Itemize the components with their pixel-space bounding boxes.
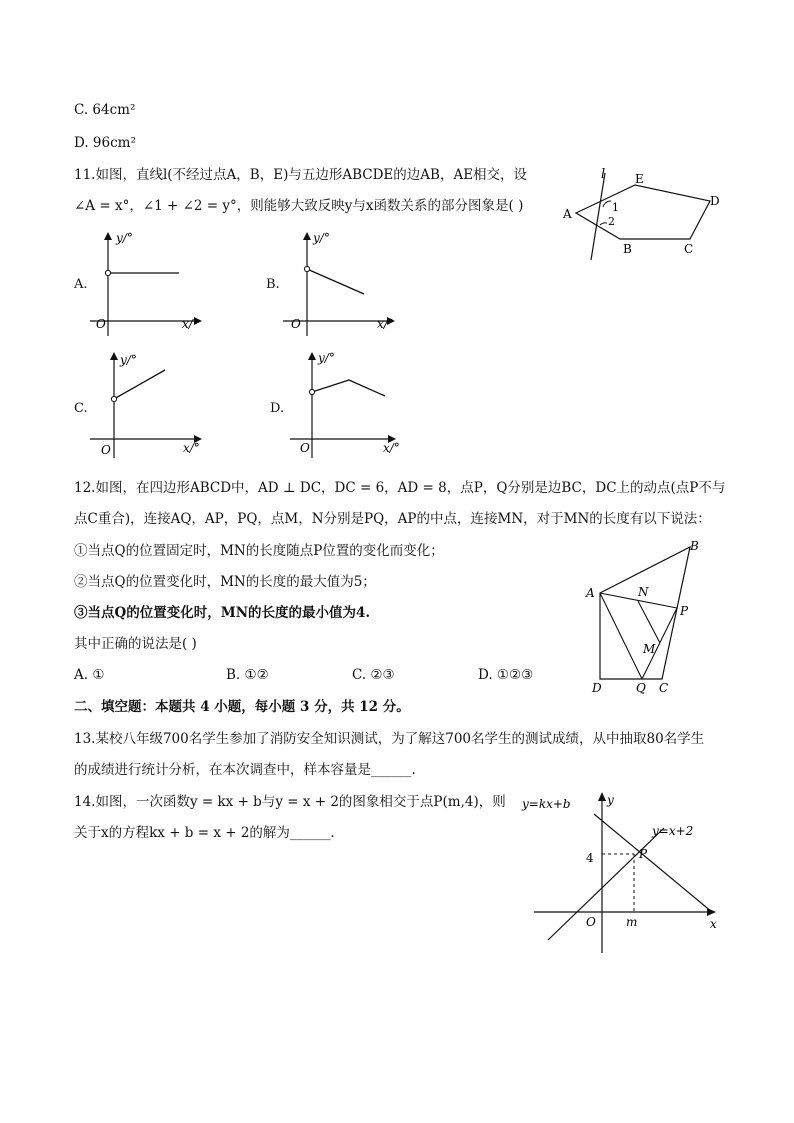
q10-option-c: C. 64cm² [74, 102, 136, 118]
q11-graph-c-origin: O [101, 443, 111, 457]
q14-fig-label-kx-b: y=kx+b [522, 797, 571, 811]
q14-coordinate-figure [518, 788, 726, 958]
q12-statement-2: ②当点Q的位置变化时，MN的长度的最大值为5； [74, 574, 376, 590]
q11-graph-c-y-label: y/° [120, 353, 137, 367]
q11-fig-label-2: 2 [608, 215, 615, 228]
q14-fig-label-x-plus-2: y=x+2 [652, 824, 694, 838]
q13-line1: 13.某校八年级700名学生参加了消防安全知识测试，为了解这700名学生的测试成绩，从中抽取80名学生 [74, 731, 705, 747]
q11-graph-a-origin: O [96, 317, 106, 331]
q11-fig-label-C: C [684, 242, 694, 256]
q11-fig-label-B: B [623, 242, 632, 256]
q14-fig-label-4: 4 [586, 851, 594, 865]
q14-line2: 关于x的方程kx + b = x + 2的解为______. [74, 825, 335, 841]
q11-stem-line2: ∠A = x°，∠1 + ∠2 = y°，则能够大致反映y与x函数关系的部分图象是( ) [74, 198, 524, 214]
q12-statement-3: ③当点Q的位置变化时，MN的长度的最小值为4. [74, 605, 371, 621]
q11-pentagon-figure [555, 165, 730, 265]
q11-fig-label-D: D [710, 194, 720, 208]
q12-statement-1: ①当点Q的位置固定时，MN的长度随点P位置的变化而变化； [74, 543, 444, 559]
q11-option-a-label: A. [74, 277, 88, 292]
q11-graph-b-x-label: x/° [377, 317, 394, 331]
q11-stem-line1: 11.如图，直线l(不经过点A，B，E)与五边形ABCDE的边AB，AE相交，设 [74, 167, 528, 183]
q11-fig-label-l: l [601, 167, 606, 182]
section-2-heading: 二、填空题：本题共 4 小题，每小题 3 分，共 12 分。 [74, 699, 410, 715]
q12-option-a: A. ① [74, 667, 105, 683]
q12-question: 其中正确的说法是( ) [74, 636, 197, 652]
q12-stem-line2: 点C重合)，连接AQ，AP，PQ，点M，N分别是PQ，AP的中点，连接MN，对于MN的长度有以下说法： [74, 511, 711, 527]
q13-line2: 的成绩进行统计分析，在本次调查中，样本容量是______. [74, 762, 416, 778]
q12-option-b: B. ①② [226, 667, 269, 683]
q12-quadrilateral-figure [580, 535, 710, 700]
q14-line1: 14.如图，一次函数y = kx + b与y = x + 2的图象相交于点P(m,4)，则 [74, 794, 506, 810]
q12-fig-label-Q: Q [636, 681, 646, 695]
q14-fig-label-y: y [607, 793, 614, 807]
q12-fig-label-C: C [659, 681, 669, 695]
q11-graph-c [90, 348, 215, 460]
q11-graph-b-y-label: y/° [313, 231, 330, 245]
q11-graph-c-x-label: x/° [183, 441, 200, 455]
q12-fig-label-M: M [643, 642, 656, 656]
q14-fig-label-m: m [626, 915, 638, 929]
q11-option-b-label: B. [266, 277, 280, 292]
q11-graph-d-origin: O [300, 441, 310, 455]
q11-option-c-label: C. [74, 401, 88, 416]
q12-fig-label-A: A [586, 586, 595, 600]
q11-graph-a-y-label: y/° [116, 231, 133, 245]
q14-fig-label-origin: O [586, 915, 596, 929]
q11-fig-label-E: E [635, 172, 644, 186]
q11-graph-b-origin: O [291, 317, 301, 331]
q12-option-d: D. ①②③ [478, 667, 534, 683]
q14-fig-label-P: P [639, 847, 648, 861]
q11-fig-label-1: 1 [612, 201, 619, 214]
q11-fig-label-A: A [563, 207, 572, 221]
q12-fig-label-D: D [592, 681, 602, 695]
q11-graph-d-y-label: y/° [318, 351, 335, 365]
q11-graph-d-x-label: x/° [383, 441, 400, 455]
q12-option-c: C. ②③ [352, 667, 395, 683]
q12-fig-label-N: N [638, 585, 649, 599]
q14-fig-label-x: x [710, 917, 717, 931]
q11-option-d-label: D. [270, 401, 285, 416]
q12-fig-label-P: P [680, 604, 689, 618]
q11-graph-a [90, 226, 215, 338]
q11-graph-b [283, 226, 408, 338]
q11-graph-d [290, 348, 415, 460]
q10-option-d: D. 96cm² [74, 135, 136, 151]
q11-graph-a-x-label: x/° [182, 317, 199, 331]
q12-fig-label-B: B [690, 539, 699, 553]
q12-stem-line1: 12.如图，在四边形ABCD中，AD ⊥ DC，DC = 6，AD = 8，点P，Q分别是边BC，DC上的动点(点P不与 [74, 480, 726, 496]
